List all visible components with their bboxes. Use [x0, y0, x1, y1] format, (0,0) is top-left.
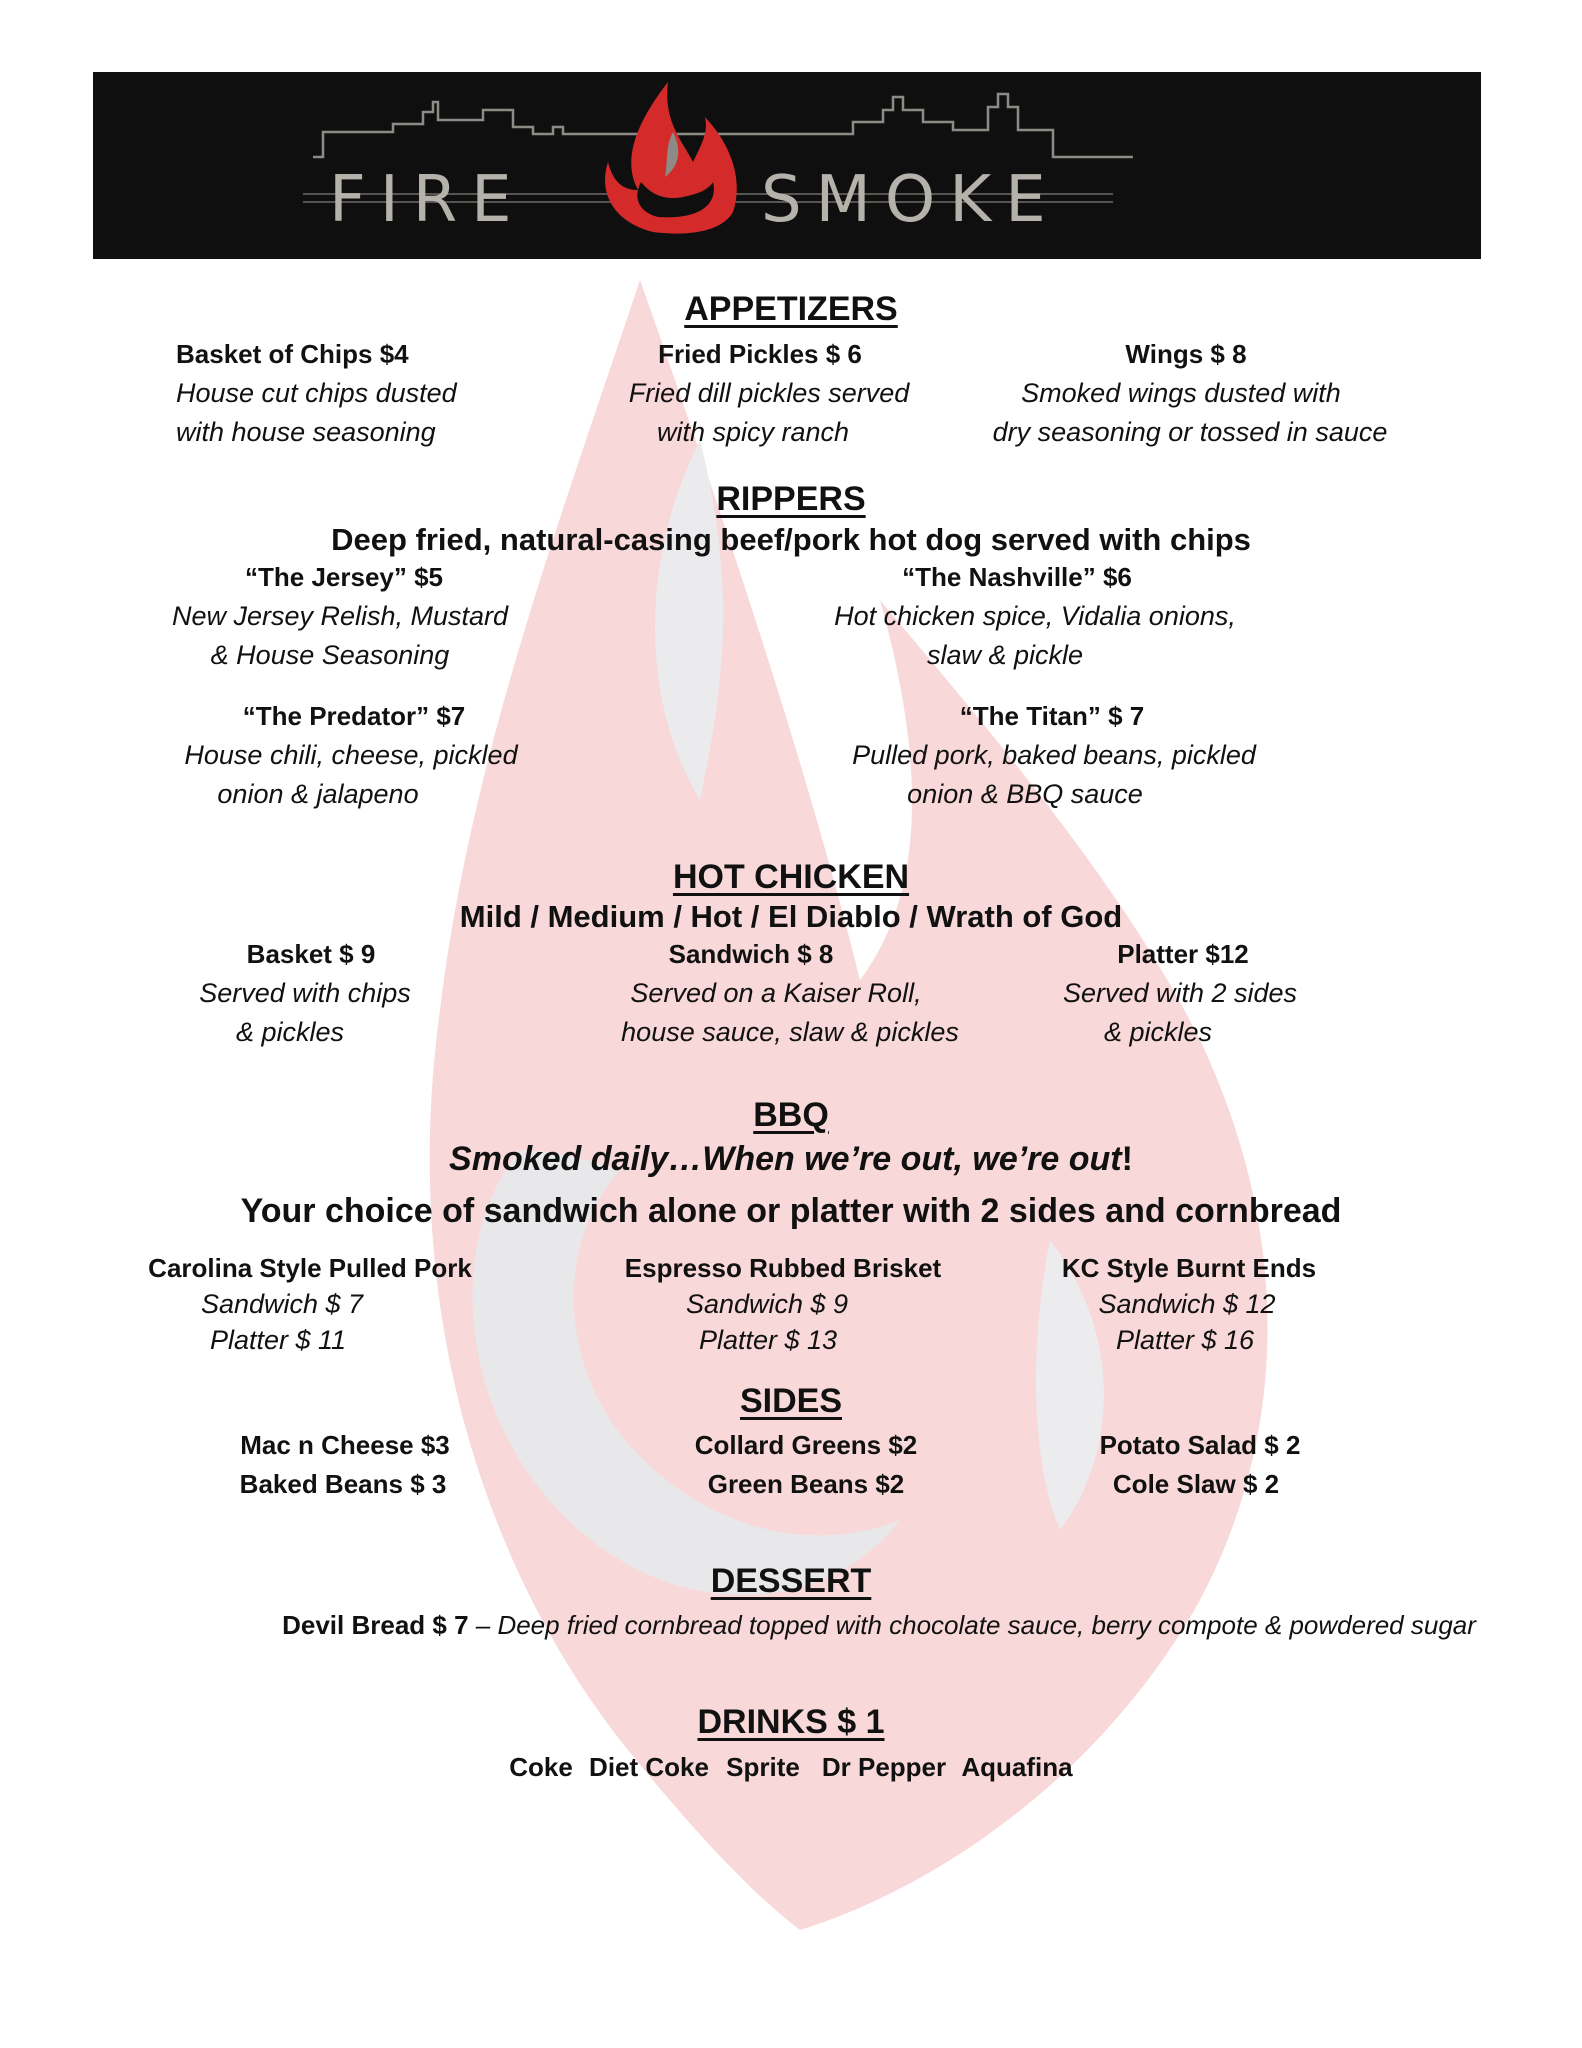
appetizer-desc: House cut chips dusted [176, 378, 457, 408]
bbq-platter-price: Platter $ 16 [1115, 1325, 1255, 1355]
ripper-desc: House chili, cheese, pickled [184, 740, 518, 770]
bbq-tagline-exclaim: ! [1121, 1140, 1133, 1178]
hot-chicken-desc: Served with chips [199, 978, 411, 1008]
ripper-name: “The Jersey” $5 [244, 562, 444, 592]
side-item: Potato Salad $ 2 [1099, 1430, 1301, 1460]
hot-chicken-desc: & pickles [235, 1017, 345, 1047]
drink-item: Dr Pepper [821, 1752, 947, 1782]
appetizers-heading: APPETIZERS [684, 290, 898, 328]
hot-chicken-name: Basket $ 9 [246, 939, 376, 969]
ripper-desc: Pulled pork, baked beans, pickled [852, 740, 1256, 770]
bbq-item-name: Carolina Style Pulled Pork [148, 1253, 472, 1283]
logo-smoke-text: SMOKE [761, 163, 1060, 237]
bbq-tagline [449, 1142, 1133, 1176]
hot-chicken-heading: HOT CHICKEN [672, 858, 910, 896]
rippers-subtitle: Deep fried, natural-casing beef/pork hot dog served with chips [331, 522, 1251, 557]
side-item: Mac n Cheese $3 [240, 1430, 450, 1460]
heat-levels: Mild / Medium / Hot / El Diablo / Wrath of God [459, 899, 1123, 934]
bbq-sandwich-price: Sandwich $ 7 [200, 1289, 364, 1319]
side-item: Collard Greens $2 [694, 1430, 918, 1460]
bbq-sandwich-price: Sandwich $ 12 [1098, 1289, 1276, 1319]
bbq-platter-price: Platter $ 13 [698, 1325, 838, 1355]
hot-chicken-name: Platter $12 [1117, 939, 1249, 969]
appetizer-desc: dry seasoning or tossed in sauce [992, 417, 1388, 447]
hot-chicken-desc: Served with 2 sides [1062, 978, 1298, 1008]
dessert-heading: DESSERT [710, 1562, 872, 1600]
ripper-name: “The Nashville” $6 [902, 562, 1132, 592]
dessert-item [282, 1612, 1476, 1638]
side-item: Green Beans $2 [707, 1469, 905, 1499]
appetizer-name: Fried Pickles $ 6 [658, 339, 862, 369]
bbq-platter-price: Platter $ 11 [209, 1325, 347, 1355]
appetizer-desc: with spicy ranch [656, 417, 850, 447]
drink-item: Sprite [726, 1752, 800, 1782]
ripper-desc: & House Seasoning [210, 640, 450, 670]
bbq-sandwich-price: Sandwich $ 9 [685, 1289, 849, 1319]
hot-chicken-name: Sandwich $ 8 [668, 939, 834, 969]
appetizer-desc: with house seasoning [176, 417, 436, 447]
appetizer-desc: Fried dill pickles served [628, 378, 910, 408]
logo-fire-text: FIRE [329, 163, 526, 237]
hot-chicken-desc: house sauce, slaw & pickles [621, 1017, 959, 1047]
ripper-desc: slaw & pickle [926, 640, 1084, 670]
drink-item: Diet Coke [589, 1752, 709, 1782]
hot-chicken-desc: & pickles [1103, 1017, 1213, 1047]
dessert-name: Devil Bread $ 7 [282, 1610, 469, 1640]
dessert-desc: – Deep fried cornbread topped with chocolate sauce, berry compote & powdered sugar [468, 1610, 1476, 1640]
sides-heading: SIDES [739, 1382, 843, 1420]
ripper-name: “The Predator” $7 [242, 701, 466, 731]
bbq-tagline-text: Smoked daily…When we’re out, we’re out [449, 1140, 1122, 1178]
bbq-choice: Your choice of sandwich alone or platter with 2 sides and cornbread [240, 1192, 1342, 1230]
bbq-heading: BBQ [753, 1096, 829, 1134]
drink-item: Aquafina [961, 1752, 1073, 1782]
side-item: Cole Slaw $ 2 [1112, 1469, 1280, 1499]
bbq-item-name: Espresso Rubbed Brisket [624, 1253, 942, 1283]
appetizer-desc: Smoked wings dusted with [1021, 378, 1341, 408]
bbq-item-name: KC Style Burnt Ends [1061, 1253, 1317, 1283]
rippers-heading: RIPPERS [716, 480, 866, 518]
drinks-heading: DRINKS $ 1 [697, 1703, 885, 1741]
hot-chicken-desc: Served on a Kaiser Roll, [630, 978, 922, 1008]
side-item: Baked Beans $ 3 [239, 1469, 447, 1499]
appetizer-name: Basket of Chips $4 [176, 339, 409, 369]
appetizer-name: Wings $ 8 [1125, 339, 1247, 369]
ripper-name: “The Titan” $ 7 [959, 701, 1145, 731]
ripper-desc: Hot chicken spice, Vidalia onions, [834, 601, 1236, 631]
drink-item: Coke [509, 1752, 573, 1782]
ripper-desc: onion & jalapeno [217, 779, 419, 809]
ripper-desc: onion & BBQ sauce [907, 779, 1143, 809]
ripper-desc: New Jersey Relish, Mustard [171, 601, 509, 631]
